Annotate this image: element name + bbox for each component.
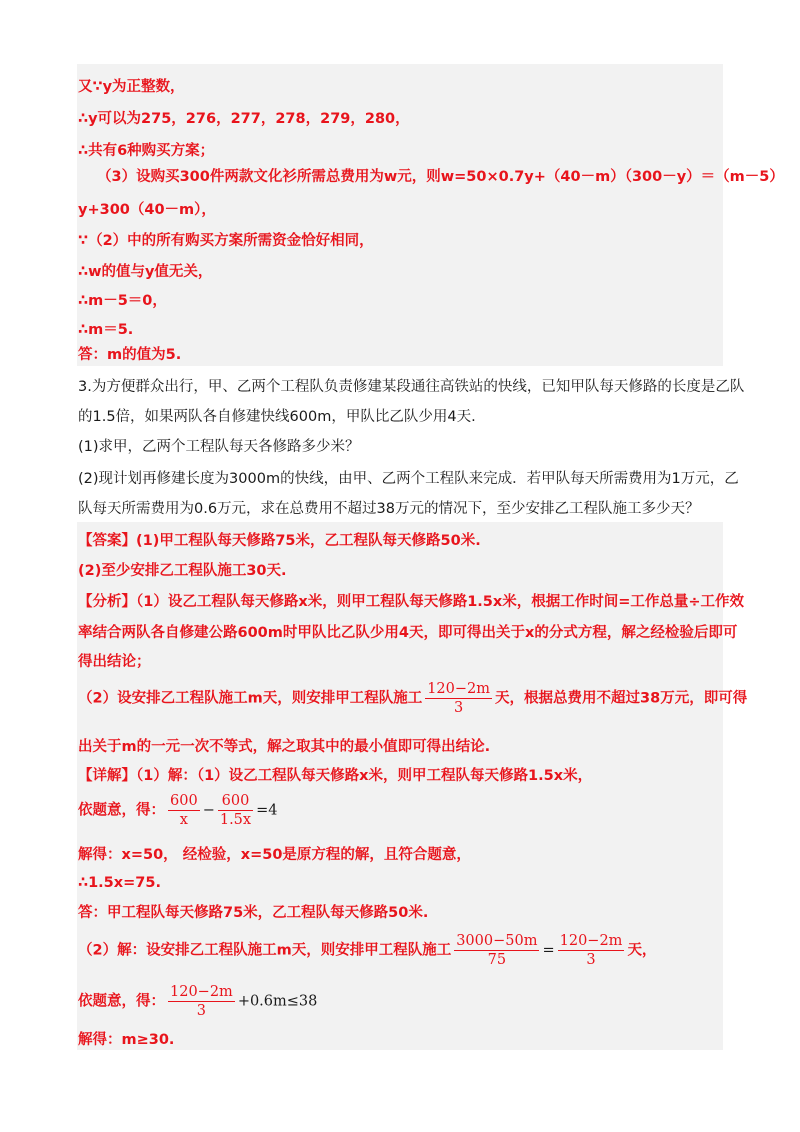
question-line: (2)现计划再修建长度为3000m的快线，由甲、乙两个工程队来完成．若甲队每天所需费用为1万元，乙 bbox=[78, 471, 739, 487]
answer-line: 答：甲工程队每天修路75米，乙工程队每天修路50米. bbox=[78, 905, 429, 921]
analysis-line-fraction: （2）设安排乙工程队施工m天，则安排甲工程队施工 $\frac{120-2m}{3}$ 天，根据总费用不超过38万元，即可得 bbox=[78, 681, 748, 716]
text-line: ∴y可以为275，276，277，278，279，280， bbox=[78, 111, 410, 127]
analysis-line: 【分析】（1）设乙工程队每天修路x米，则甲工程队每天修路1.5x米，根据工作时间=工作总量÷工作效 bbox=[78, 594, 745, 610]
question-line: 的1.5倍，如果两队各自修建快线600m，甲队比乙队少用4天. bbox=[78, 409, 476, 425]
fraction: $\frac{120-2m}{3}$ bbox=[170, 984, 233, 1019]
analysis-line: 率结合两队各自修建公路600m时甲队比乙队少用4天，即可得出关于x的分式方程，解之经检验后即可 bbox=[78, 625, 738, 641]
text-line: （3）设购买300件两款文化衫所需总费用为w元，则w=50×0.7y+（40－m）（300－y）＝（m－5） bbox=[97, 169, 784, 185]
equation-line: （2）解：设安排乙工程队施工m天，则安排甲工程队施工 $\frac{3000-50m}{75}$ = $\frac{120-2m}{3}$ 天， bbox=[78, 933, 657, 968]
text-line: ∴w的值与y值无关， bbox=[78, 264, 213, 280]
text-line: ∵（2）中的所有购买方案所需资金恰好相同， bbox=[78, 233, 374, 249]
question-line: (1)求甲，乙两个工程队每天各修路多少米？ bbox=[78, 439, 360, 455]
fraction: $\frac{600}{1.5x}$ bbox=[219, 793, 252, 828]
text-line: ∴m＝5. bbox=[78, 322, 134, 338]
detail-line: 解得：x=50， 经检验，x=50是原方程的解，且符合题意， bbox=[78, 847, 471, 863]
question-line: 队每天所需费用为0.6万元，求在总费用不超过38万元的情况下，至少安排乙工程队施工多少天？ bbox=[78, 501, 700, 517]
question-line: 3.为方便群众出行，甲、乙两个工程队负责修建某段通往高铁站的快线，已知甲队每天修路的长度是乙队 bbox=[78, 379, 745, 395]
detail-line: 【详解】（1）解：（1）设乙工程队每天修路x米，则甲工程队每天修路1.5x米， bbox=[78, 768, 593, 784]
fraction: $\frac{600}{x}$ bbox=[170, 793, 198, 828]
answer-line: 答：m的值为5. bbox=[78, 347, 182, 363]
fraction: $\frac{120-2m}{3}$ bbox=[427, 681, 491, 716]
detail-line: ∴1.5x=75. bbox=[78, 875, 161, 891]
fraction: $\frac{3000-50m}{75}$ bbox=[456, 933, 538, 968]
detail-line: 解得：m≥30. bbox=[78, 1032, 175, 1048]
text-line: ∴共有6种购买方案； bbox=[78, 143, 215, 159]
analysis-line: 出关于m的一元一次不等式，解之取其中的最小值即可得出结论. bbox=[78, 739, 491, 755]
text-line: y+300（40－m）， bbox=[78, 202, 216, 218]
equation-line: 依题意，得： $\frac{600}{x}$ − $\frac{600}{1.5x}$ =4 bbox=[78, 793, 278, 828]
fraction: $\frac{120-2m}{3}$ bbox=[559, 933, 623, 968]
equation-line: 依题意，得： $\frac{120-2m}{3}$ +0.6m≤38 bbox=[78, 984, 318, 1019]
analysis-line: 得出结论； bbox=[78, 654, 151, 670]
answer-line: 【答案】(1)甲工程队每天修路75米，乙工程队每天修路50米. bbox=[78, 533, 481, 549]
text-line: 又∵y为正整数， bbox=[78, 79, 185, 95]
text-line: ∴m－5＝0， bbox=[78, 293, 167, 309]
answer-line: (2)至少安排乙工程队施工30天. bbox=[78, 563, 287, 579]
